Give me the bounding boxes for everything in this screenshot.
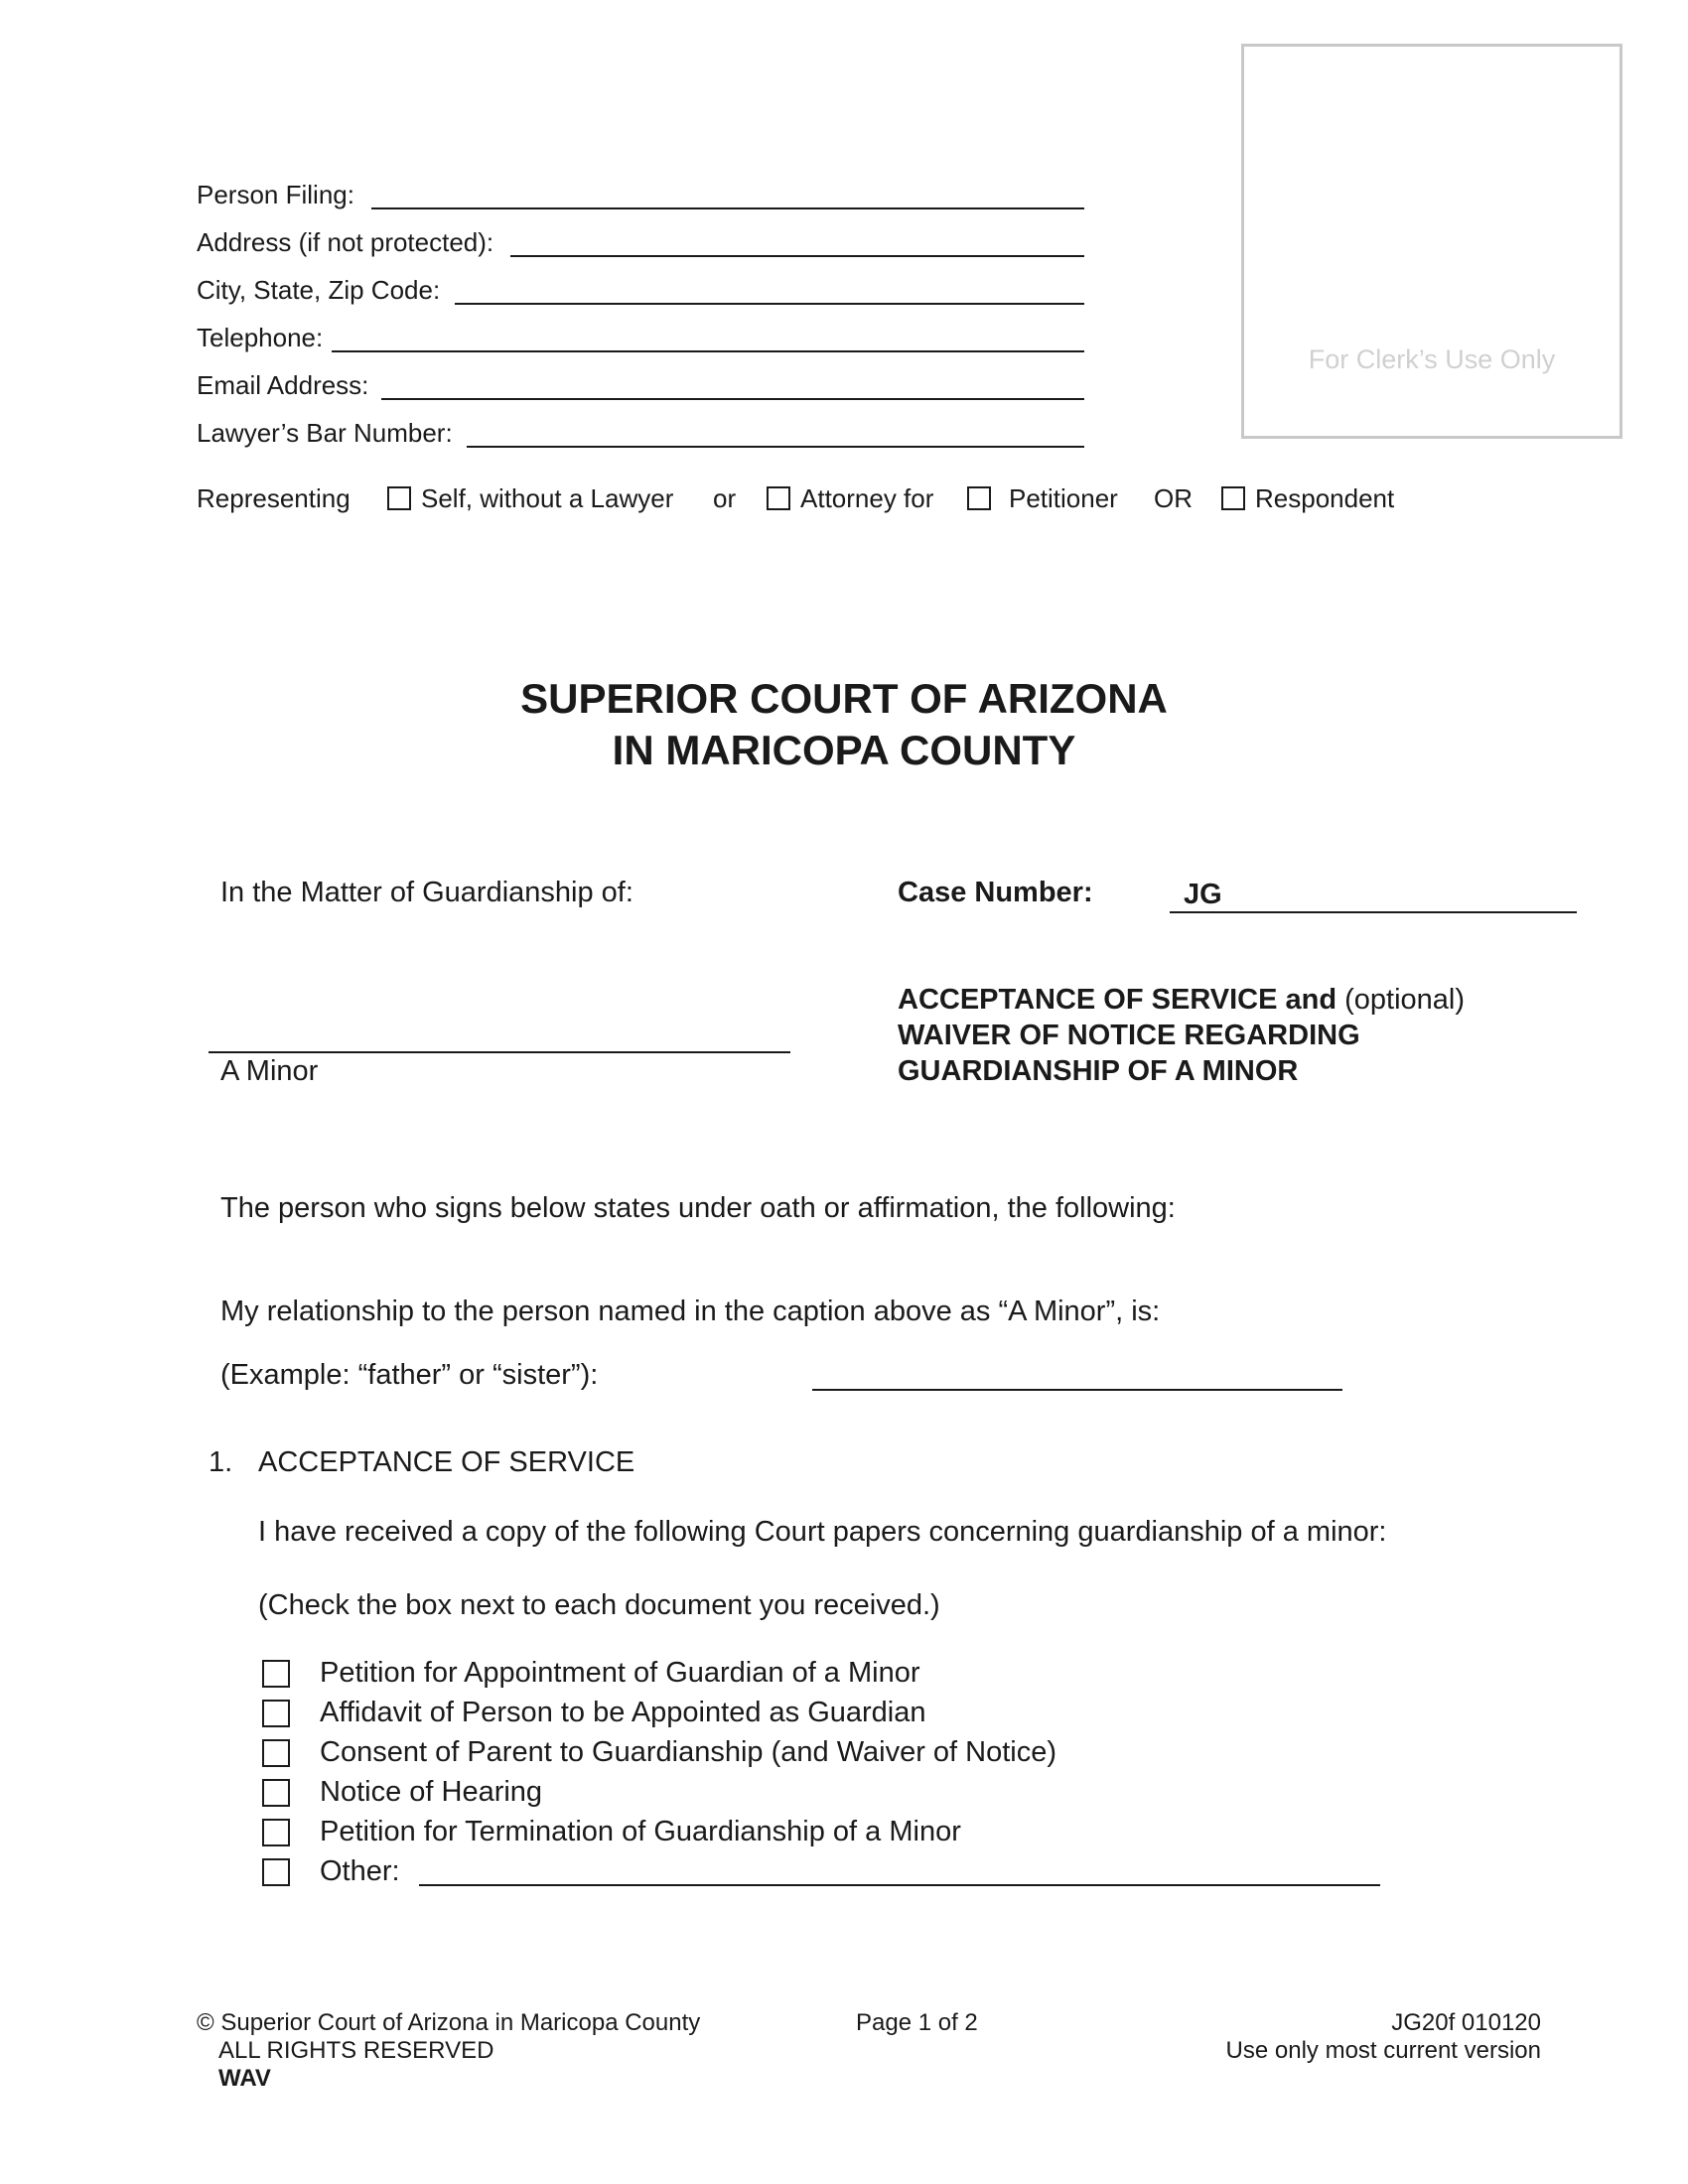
document-title-line1 <box>898 983 1465 1017</box>
document-item: Petition for Appointment of Guardian of a Minor <box>320 1657 920 1689</box>
petitioner-checkbox[interactable] <box>967 486 991 510</box>
or-label: or <box>713 483 737 513</box>
attorney-label: Attorney for <box>800 483 934 513</box>
document-checkbox[interactable] <box>262 1779 290 1807</box>
person-filing-input[interactable] <box>371 180 1084 209</box>
relationship-statement: My relationship to the person named in the caption above as “A Minor”, is: <box>220 1296 1161 1327</box>
footer-version-note: Use only most current version <box>1225 2037 1541 2064</box>
footer-form-id: JG20f 010120 <box>1391 2009 1541 2036</box>
footer-page-number: Page 1 of 2 <box>856 2009 978 2036</box>
document-checkbox[interactable] <box>262 1819 290 1846</box>
oath-statement: The person who signs below states under oath or affirmation, the following: <box>220 1192 1176 1224</box>
matter-label: In the Matter of Guardianship of: <box>220 877 633 908</box>
relationship-line[interactable] <box>812 1389 1342 1391</box>
case-number-prefix: JG <box>1184 879 1222 910</box>
check-instruction: (Check the box next to each document you received.) <box>258 1589 940 1621</box>
self-checkbox[interactable] <box>387 486 411 510</box>
relationship-example: (Example: “father” or “sister”): <box>220 1359 599 1391</box>
clerk-use-text: For Clerk’s Use Only <box>1308 344 1556 374</box>
document-title-optional: (optional) <box>1344 984 1466 1016</box>
case-number-label: Case Number: <box>898 877 1093 908</box>
document-item: Consent of Parent to Guardianship (and Waiver of Notice) <box>320 1736 1057 1768</box>
minor-label: A Minor <box>220 1055 319 1087</box>
other-line[interactable] <box>419 1884 1380 1886</box>
footer-rights: ALL RIGHTS RESERVED <box>218 2037 494 2064</box>
email-label: Email Address: <box>197 370 369 400</box>
document-checkbox[interactable] <box>262 1700 290 1727</box>
document-checkbox[interactable] <box>262 1660 290 1688</box>
petitioner-label: Petitioner <box>1009 483 1118 513</box>
bar-number-label: Lawyer’s Bar Number: <box>197 418 453 448</box>
self-label: Self, without a Lawyer <box>421 483 674 513</box>
document-item: Petition for Termination of Guardianship of a Minor <box>320 1816 961 1847</box>
address-label: Address (if not protected): <box>197 227 494 257</box>
document-title-line2: WAIVER OF NOTICE REGARDING <box>898 1020 1360 1051</box>
received-statement: I have received a copy of the following Court papers concerning guardianship of a minor: <box>258 1516 1387 1548</box>
document-checkbox[interactable] <box>262 1739 290 1767</box>
footer-copyright: © Superior Court of Arizona in Maricopa County <box>197 2009 701 2036</box>
minor-name-line[interactable] <box>209 1051 790 1053</box>
clerk-use-box <box>1241 44 1622 439</box>
court-title-line1: SUPERIOR COURT OF ARIZONA <box>520 675 1168 722</box>
attorney-checkbox[interactable] <box>767 486 790 510</box>
email-input[interactable] <box>381 370 1084 400</box>
document-title-line3: GUARDIANSHIP OF A MINOR <box>898 1055 1299 1087</box>
other-checkbox[interactable] <box>262 1858 290 1886</box>
city-state-zip-label: City, State, Zip Code: <box>197 275 441 305</box>
city-state-zip-input[interactable] <box>455 275 1084 305</box>
bar-number-input[interactable] <box>467 418 1084 448</box>
footer-code: WAV <box>218 2065 271 2092</box>
respondent-label: Respondent <box>1255 483 1395 513</box>
court-title-line2: IN MARICOPA COUNTY <box>612 727 1076 773</box>
case-number-line[interactable] <box>1170 911 1577 913</box>
section-1-title: ACCEPTANCE OF SERVICE <box>258 1446 635 1478</box>
document-item: Notice of Hearing <box>320 1776 543 1808</box>
person-filing-label: Person Filing: <box>197 180 354 209</box>
telephone-input[interactable] <box>332 323 1084 352</box>
other-label: Other: <box>320 1855 400 1887</box>
address-input[interactable] <box>510 227 1084 257</box>
respondent-checkbox[interactable] <box>1221 486 1245 510</box>
section-1-number: 1. <box>209 1446 233 1478</box>
representing-label: Representing <box>197 483 351 513</box>
telephone-label: Telephone: <box>197 323 324 352</box>
or-upper-label: OR <box>1154 483 1193 513</box>
document-item: Affidavit of Person to be Appointed as Guardian <box>320 1697 926 1728</box>
document-title-bold: ACCEPTANCE OF SERVICE and <box>898 984 1337 1016</box>
